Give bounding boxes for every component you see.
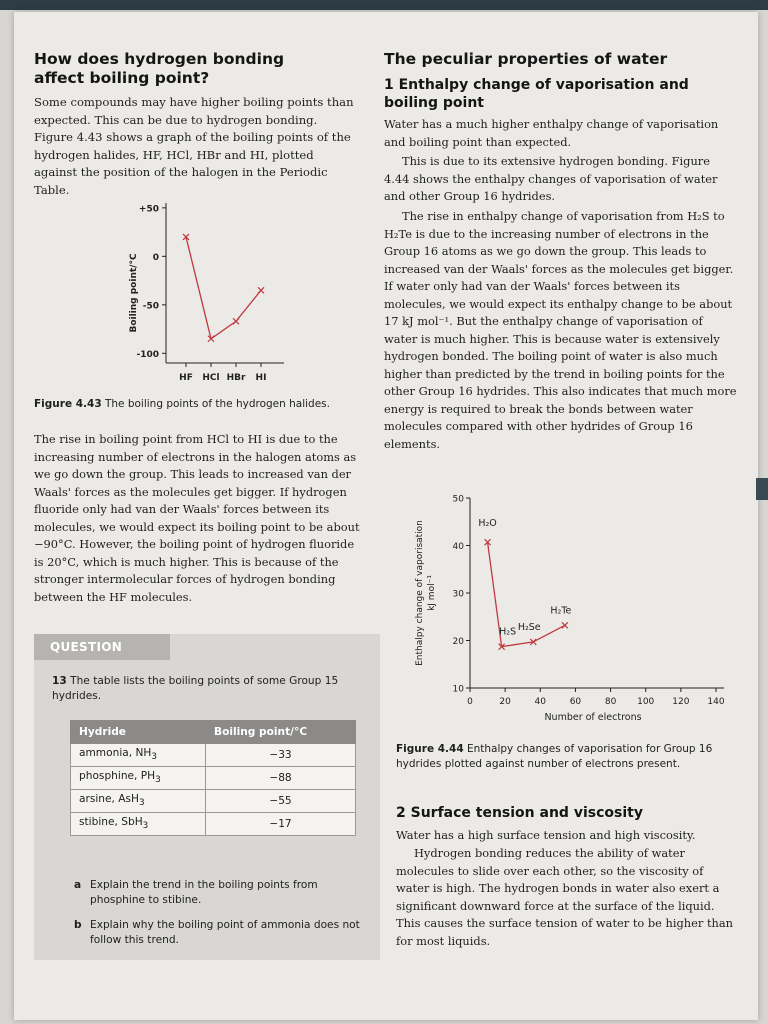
left-para2: The rise in boiling point from HCl to HI is due to the increasing number of electrons in the halogen atoms as we go down the group. This leads to increased van der Waals' forces as the molecules get bigger. If hydrogen fluoride only had van der Waals' forces between its molecules, we would expect its boiling point to be about −90°C. However, the boiling point of hydrogen fluoride is 20°C, which is much higher. This is because of the stronger intermolecular forces of hydrogen bonding between the HF molecules. bbox=[34, 432, 360, 604]
x-tick-label: 120 bbox=[672, 697, 690, 707]
section-1-heading: 1 Enthalpy change of vaporisation and boiling point bbox=[384, 77, 689, 111]
question-part-b: b Explain why the boiling point of ammonia does not follow this trend. bbox=[74, 919, 360, 946]
data-point-hi bbox=[258, 287, 264, 293]
point-label: H₂Te bbox=[550, 605, 572, 617]
x-tick-label: 140 bbox=[707, 697, 725, 707]
question-text: The table lists the boiling points of some Group 15 hydrides. bbox=[52, 675, 339, 702]
y-tick-label: -100 bbox=[136, 349, 159, 360]
y-tick-label: +50 bbox=[138, 204, 159, 215]
x-tick-label: 0 bbox=[467, 697, 473, 707]
figure-4-43-caption bbox=[34, 397, 364, 412]
figure-4-44-text: Enthalpy changes of vaporisation for Group 16 hydrides plotted against number of electrons present. bbox=[396, 743, 713, 770]
y-axis-label-line2: kJ mol⁻¹ bbox=[427, 575, 437, 611]
x-tick-label: 40 bbox=[534, 697, 547, 707]
x-tick-label: HF bbox=[179, 373, 193, 383]
boiling-point-value: −55 bbox=[206, 790, 356, 813]
y-axis-label: Boiling point/°C bbox=[129, 253, 139, 333]
y-tick-label: 10 bbox=[452, 684, 464, 695]
x-tick-label: 80 bbox=[604, 697, 617, 707]
x-axis-label: Number of electrons bbox=[544, 712, 642, 723]
y-tick-label: 50 bbox=[452, 494, 464, 505]
book-page bbox=[14, 12, 758, 1020]
enthalpy-chart bbox=[394, 480, 734, 728]
table-row bbox=[71, 767, 356, 790]
y-tick-label: -50 bbox=[142, 301, 159, 312]
boiling-point-chart bbox=[84, 197, 284, 412]
left-heading: How does hydrogen bonding affect boiling point? bbox=[34, 50, 285, 87]
x-tick-label: 100 bbox=[637, 697, 655, 707]
right-heading: The peculiar properties of water bbox=[384, 50, 668, 68]
top-border bbox=[0, 0, 768, 10]
x-tick-label: HCl bbox=[202, 373, 220, 383]
figure-4-44-caption bbox=[396, 742, 736, 772]
right-p3: The rise in enthalpy change of vaporisation from H₂S to H₂Te is due to the increasing number of electrons in the Group 16 atoms as we go down the group. This leads to increased van der Waals' forces as the molecules get bigger. If water only had van der Waals' forces between its molecules, we would expect its enthalpy change to be about 17 kJ mol⁻¹. But the enthalpy change of vaporisation of water is much higher. This is because water is extensively hydrogen bonded. The boiling point of water is also much higher than predicted by the trend in boiling points for the other Group 16 hydrides. This also indicates that much more energy is required to break the bonds between water molecules compared with other hydrides of Group 16 elements. bbox=[384, 209, 737, 451]
hydride-name: phosphine, $PH_3$ bbox=[71, 767, 206, 790]
data-point-3 bbox=[562, 622, 568, 628]
hydride-name: arsine, AsH$_3$ bbox=[71, 790, 206, 813]
table-row bbox=[71, 813, 356, 836]
left-intro: Some compounds may have higher boiling points than expected. This can be due to hydrogen bonding. Figure 4.43 shows a graph of the boiling points of the hydrogen halides, HF, HCl, HBr and HI, plotted against the position of the halogen in the Periodic Table. bbox=[34, 95, 354, 197]
boiling-point-value: −17 bbox=[206, 813, 356, 836]
x-tick-label: HBr bbox=[226, 373, 246, 383]
y-tick-label: 0 bbox=[152, 252, 159, 263]
y-tick-label: 40 bbox=[452, 542, 464, 552]
table-row bbox=[71, 744, 356, 767]
question-part-a: a Explain the trend in the boiling points from phosphine to stibine. bbox=[74, 879, 318, 906]
right-p4: Water has a high surface tension and high viscosity. bbox=[396, 828, 696, 842]
figure-4-43-text: The boiling points of the hydrogen halides. bbox=[104, 398, 330, 410]
y-axis-label-group bbox=[415, 520, 437, 666]
figure-4-44-label: Figure 4.44 bbox=[396, 743, 464, 755]
x-tick-label: 20 bbox=[499, 697, 511, 707]
right-p1: Water has a much higher enthalpy change of vaporisation and boiling point than expected. bbox=[384, 117, 719, 149]
y-tick-label: 30 bbox=[452, 589, 464, 600]
y-tick-label: 20 bbox=[452, 637, 464, 647]
page-edge-tab bbox=[756, 478, 768, 500]
question-header: QUESTION bbox=[34, 634, 170, 660]
boiling-point-value: −88 bbox=[206, 767, 356, 790]
section-2-heading: 2 Surface tension and viscosity bbox=[396, 805, 643, 821]
point-label: H₂O bbox=[478, 518, 497, 530]
column-header-boiling-point: Boiling point/°C bbox=[206, 721, 356, 744]
table-row bbox=[71, 790, 356, 813]
hydride-name: stibine, SbH$_3$ bbox=[71, 813, 206, 836]
figure-4-43-label: Figure 4.43 bbox=[34, 398, 102, 410]
y-axis-label-line1: Enthalpy change of vaporisation bbox=[415, 520, 425, 666]
point-label: H₂S bbox=[499, 626, 517, 638]
table-header-row bbox=[71, 721, 356, 744]
x-tick-label: 60 bbox=[569, 697, 582, 707]
question-13-stem bbox=[52, 674, 362, 704]
question-number: 13 bbox=[52, 675, 67, 687]
right-p5: Hydrogen bonding reduces the ability of water molecules to slide over each other, so the viscosity of water is high. The hydrogen bonds in water also exert a significant downward force at the surface of the liquid. This causes the surface tension of water to be higher than for most liquids. bbox=[396, 846, 733, 948]
boiling-point-value: −33 bbox=[206, 744, 356, 767]
point-label: H₂Se bbox=[517, 621, 541, 633]
column-header-hydride: Hydride bbox=[71, 721, 206, 744]
right-p2: This is due to its extensive hydrogen bonding. Figure 4.44 shows the enthalpy changes of vaporisation of water and other Group 16 hydrides. bbox=[384, 154, 718, 203]
x-tick-label: HI bbox=[255, 373, 267, 383]
hydride-table bbox=[70, 720, 356, 836]
data-point-hbr bbox=[233, 318, 239, 324]
hydride-name: ammonia, $NH_3$ bbox=[71, 744, 206, 767]
series-line bbox=[186, 237, 261, 339]
question-box bbox=[34, 634, 380, 960]
